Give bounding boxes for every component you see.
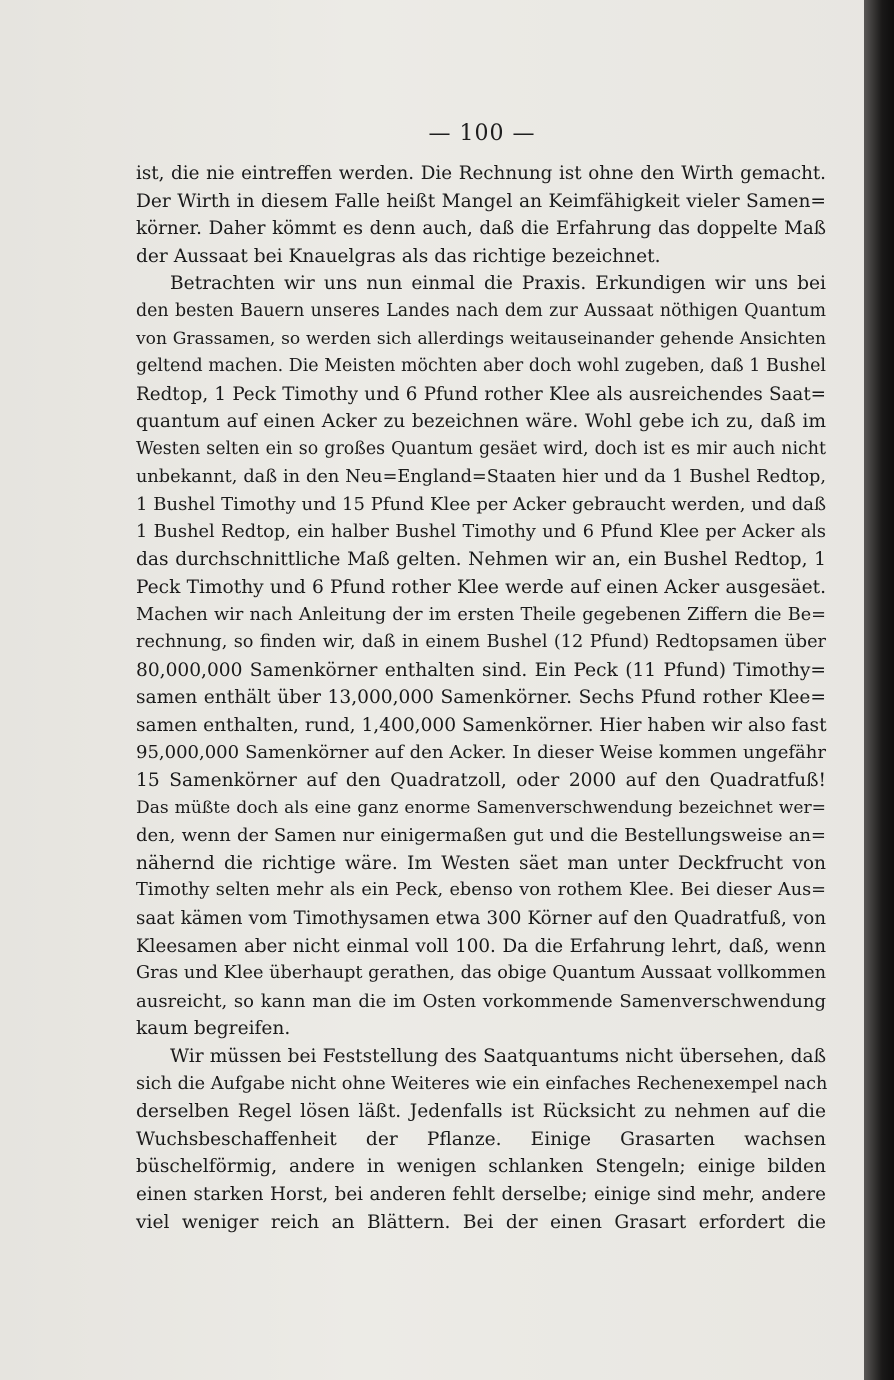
page-number: — 100 —	[428, 121, 536, 146]
page-edge-shadow	[864, 0, 894, 1380]
text-line: Peck Timothy und 6 Pfund rother Klee werde auf einen Acker ausgesäet.	[136, 576, 826, 598]
text-line: Machen wir nach Anleitung der im ersten Theile gegebenen Ziffern die Be=	[136, 604, 826, 625]
text-line: Kleesamen aber nicht einmal voll 100. Da die Erfahrung lehrt, daß, wenn	[136, 935, 826, 957]
text-line: rechnung, so finden wir, daß in einem Bushel (12 Pfund) Redtopsamen über	[136, 632, 826, 653]
text-line: kaum begreifen.	[136, 1018, 291, 1040]
text-line: Redtop, 1 Peck Timothy und 6 Pfund rother Klee als ausreichendes Saat=	[136, 383, 826, 405]
text-line: Gras und Klee überhaupt gerathen, das obige Quantum Aussaat vollkommen	[136, 963, 826, 984]
text-line: quantum auf einen Acker zu bezeichnen wäre. Wohl gebe ich zu, daß im	[136, 411, 826, 433]
page-text	[136, 160, 826, 1236]
text-line: derselben Regel lösen läßt. Jedenfalls ist Rücksicht zu nehmen auf die	[136, 1101, 826, 1123]
text-line: körner. Daher kömmt es denn auch, daß die Erfahrung das doppelte Maß	[136, 218, 826, 240]
text-line: der Aussaat bei Knauelgras als das richtige bezeichnet.	[136, 245, 661, 267]
text-line: Wuchsbeschaffenheit der Pflanze. Einige Grasarten wachsen	[136, 1128, 826, 1150]
text-line: Betrachten wir uns nun einmal die Praxis. Erkundigen wir uns bei	[170, 273, 826, 295]
text-line: Timothy selten mehr als ein Peck, ebenso von rothem Klee. Bei dieser Aus=	[136, 880, 826, 901]
text-line: ist, die nie eintreffen werden. Die Rechnung ist ohne den Wirth gemacht.	[136, 163, 826, 184]
text-line: von Grassamen, so werden sich allerdings weitauseinander gehende Ansichten	[136, 328, 826, 349]
text-line: das durchschnittliche Maß gelten. Nehmen wir an, ein Bushel Redtop, 1	[136, 549, 826, 571]
text-line: 95,000,000 Samenkörner auf den Acker. In dieser Weise kommen ungefähr	[136, 742, 826, 764]
text-line: den besten Bauern unseres Landes nach dem zur Aussaat nöthigen Quantum	[136, 300, 826, 321]
text-line: Westen selten ein so großes Quantum gesäet wird, doch ist es mir auch nicht	[136, 438, 826, 459]
text-line: 1 Bushel Redtop, ein halber Bushel Timothy und 6 Pfund Klee per Acker als	[136, 521, 826, 542]
text-line: nähernd die richtige wäre. Im Westen säet man unter Deckfrucht von	[136, 852, 826, 874]
text-line: 15 Samenkörner auf den Quadratzoll, oder 2000 auf den Quadratfuß!	[136, 770, 826, 792]
text-line: Das müßte doch als eine ganz enorme Samenverschwendung bezeichnet wer=	[136, 797, 826, 818]
text-line: ausreicht, so kann man die im Osten vorkommende Samenverschwendung	[136, 990, 826, 1012]
text-line: unbekannt, daß in den Neu=England=Staaten hier und da 1 Bushel Redtop,	[136, 466, 826, 487]
text-line: geltend machen. Die Meisten möchten aber doch wohl zugeben, daß 1 Bushel	[136, 356, 826, 377]
text-line: Wir müssen bei Feststellung des Saatquantums nicht übersehen, daß	[170, 1046, 826, 1067]
text-line: Der Wirth in diesem Falle heißt Mangel an Keimfähigkeit vieler Samen=	[136, 190, 826, 212]
text-line: 80,000,000 Samenkörner enthalten sind. Ein Peck (11 Pfund) Timothy=	[136, 659, 826, 681]
text-line: sich die Aufgabe nicht ohne Weiteres wie ein einfaches Rechenexempel nach	[136, 1073, 828, 1094]
text-line: viel weniger reich an Blättern. Bei der einen Grasart erfordert die	[136, 1211, 826, 1233]
text-line: saat kämen vom Timothysamen etwa 300 Körner auf den Quadratfuß, von	[136, 908, 826, 930]
text-line: samen enthalten, rund, 1,400,000 Samenkörner. Hier haben wir also fast	[136, 714, 827, 736]
text-line: einen starken Horst, bei anderen fehlt derselbe; einige sind mehr, andere	[136, 1183, 826, 1205]
text-line: samen enthält über 13,000,000 Samenkörner. Sechs Pfund rother Klee=	[136, 687, 826, 709]
text-line: den, wenn der Samen nur einigermaßen gut und die Bestellungsweise an=	[136, 825, 826, 847]
text-line: 1 Bushel Timothy und 15 Pfund Klee per Acker gebraucht werden, und daß	[136, 494, 826, 516]
text-line: büschelförmig, andere in wenigen schlanken Stengeln; einige bilden	[136, 1156, 826, 1178]
